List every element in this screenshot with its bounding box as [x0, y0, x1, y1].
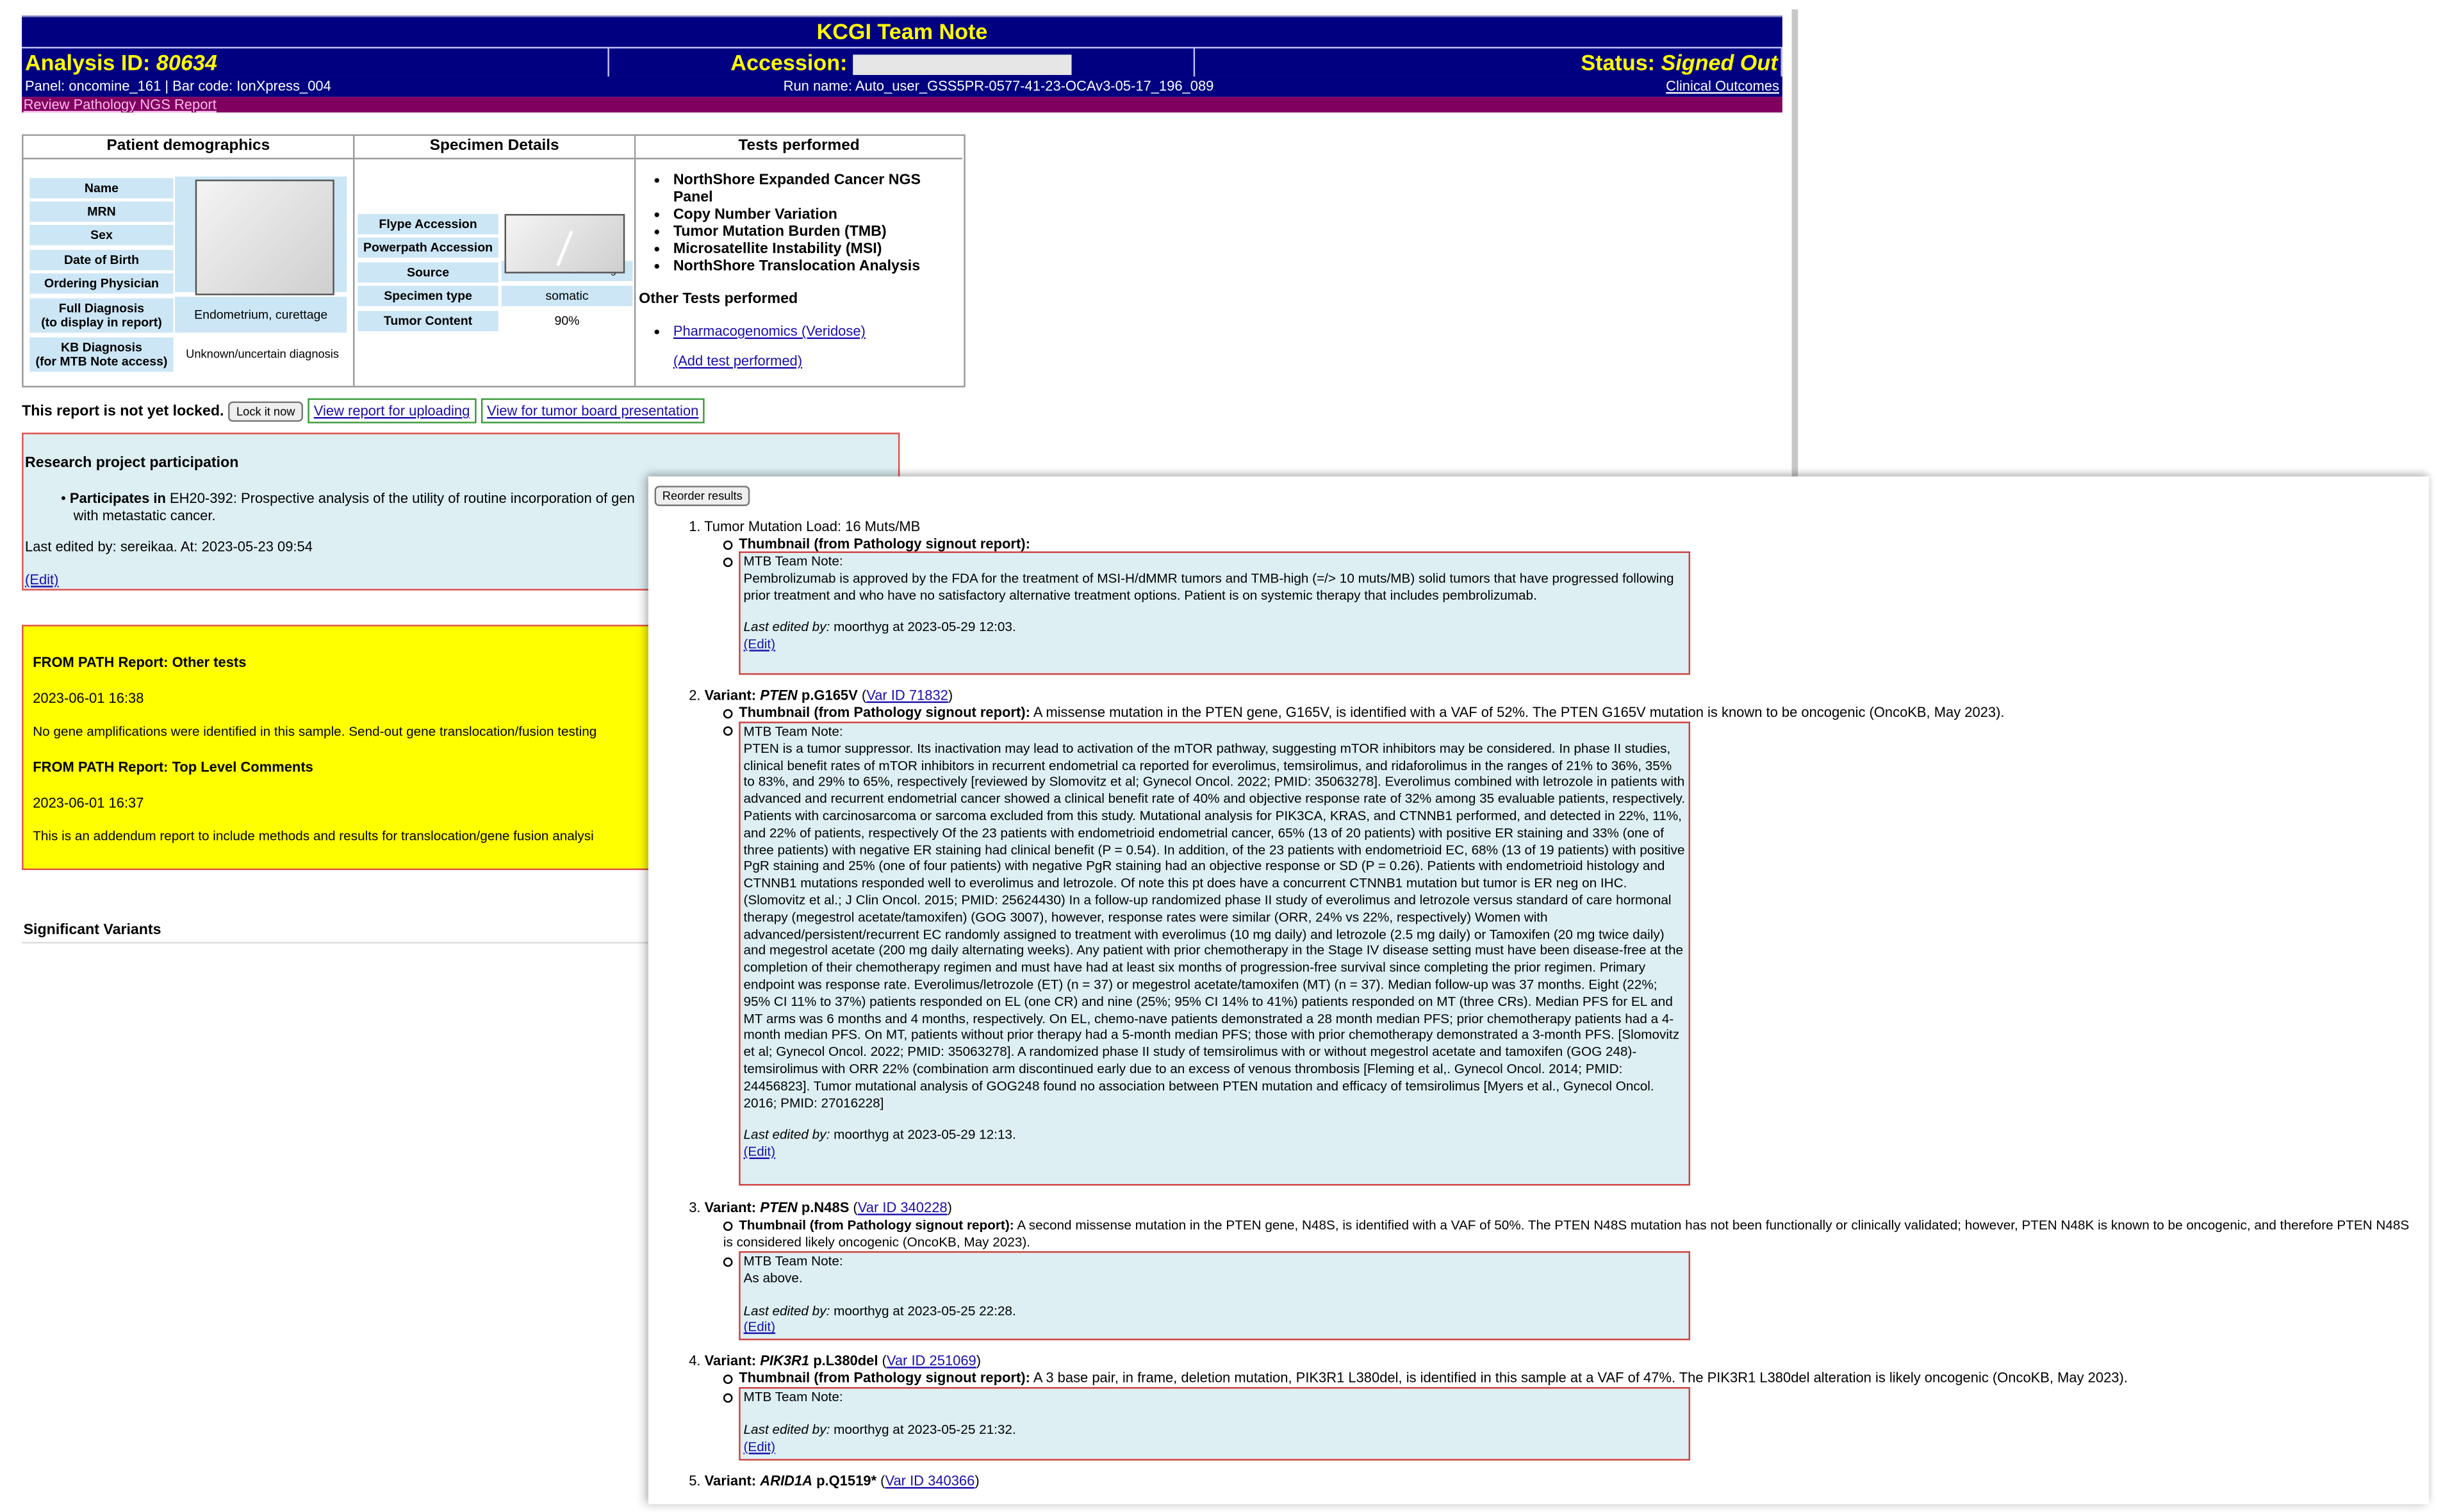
top-comments-date: 2023-06-01 16:37 [33, 794, 144, 811]
edit-link[interactable]: (Edit) [743, 1319, 776, 1335]
list-item: • Microsatellite Instability (MSI) [673, 240, 962, 258]
redacted-accession [853, 54, 1072, 75]
result-title: 2. Variant: PTEN p.G165V (Var ID 71832) [689, 687, 953, 703]
specimen-label-flype: Flype Accession [356, 213, 500, 236]
slash-icon [506, 215, 623, 272]
note-bullet [723, 721, 739, 737]
research-edit-link[interactable]: (Edit) [25, 571, 59, 588]
other-tests-heading: FROM PATH Report: Other tests [33, 654, 247, 670]
analysis-id: 80634 [156, 50, 217, 76]
redacted-patient-info [195, 179, 334, 295]
lock-status-row [22, 399, 705, 423]
note-bullet [723, 1253, 739, 1268]
var-id-link[interactable]: Var ID 340366 [885, 1473, 975, 1489]
last-edited: Last edited by: moorthyg at 2023-05-29 12:13. [743, 1126, 1016, 1143]
tumor-content-value: 90% [502, 311, 633, 331]
specimen-label-powerpath: Powerpath Accession [356, 236, 500, 259]
research-last-edited: Last edited by: sereikaa. At: 2023-05-23 09:54 [25, 539, 313, 555]
list-item: • Tumor Mutation Burden (TMB) [673, 224, 962, 241]
lock-button[interactable]: Lock it now [229, 400, 303, 421]
summary-table [22, 135, 966, 388]
other-tests-heading: Other Tests performed [639, 290, 798, 308]
clinical-outcomes-link[interactable]: Clinical Outcomes [1666, 78, 1779, 94]
panel-heading: Tests performed [636, 136, 962, 160]
thumbnail-line: Thumbnail (from Pathology signout report): [723, 536, 1030, 551]
other-tests-date: 2023-06-01 16:38 [33, 690, 144, 707]
status-badge: Signed Out [1661, 50, 1778, 76]
demo-label-sex: Sex [28, 224, 175, 247]
panel-info: Panel: oncomine_161 | Bar code: IonXpress_004 [25, 78, 331, 94]
kb-diagnosis-label: KB Diagnosis (for MTB Note access) [28, 336, 175, 374]
specimen-details-panel [354, 136, 636, 386]
panel-heading: Patient demographics [24, 136, 353, 160]
panel-heading: Specimen Details [354, 136, 634, 160]
var-id-link[interactable]: Var ID 251069 [886, 1352, 976, 1368]
divider [22, 942, 650, 943]
demo-label-dob: Date of Birth [28, 249, 175, 272]
reorder-results-button[interactable]: Reorder results [655, 486, 750, 506]
mtb-note-text: PTEN is a tumor suppressor. Its inactivation may lead to activation of the mTOR pathway, suggesting mTOR inhibitors may be considered. In phase II studies, clinical benefit rates of mTOR inhibitors in recurrent endometrial ca reported for everolimus, temsirolimus, and ridaforolimus in the ranges of 21% to 36%, 35% to 83%, and 29% to 65%, respectively [reviewed by Slomovitz et al; Gynecol Oncol. 2022; PMID: 35063278]. Everolimus combined with letrozole in patients with advanced and recurrent endometrial cancer showed a clinical benefit rate of 40% and objective response rate of 32% among 35 evaluable patients, respectively. Patients with carcinosarcoma or sarcoma excluded from this study. Mutational analysis for PIK3CA, KRAS, and CTNNB1 performed, and detected in 22%, 11%, and 22% of patients, respectively Of the 23 patients with endometrioid endometrial cancer, 65% (13 of 20 patients) with positive ER staining and 33% (one of three patients) with negative ER staining had clinical benefit (P = 0.54). In addition, of the 23 patients with endometrioid EC, 68% (13 of 19 patients) with positive PgR staining and 25% (one of four patients) with negative PgR staining had an objective response or SD (P = 0.26). Patients with endometrioid histology and CTNNB1 mutations responded well to everolimus and letrozole. Of note this pt does have a concurrent CTNNB1 mutation but tumor is ER neg on IHC. (Slomovitz et al.; J Clin Oncol. 2015; PMID: 25624430) In a follow-up randomized phase II study of everolimus and letrozole versus standard of care hormonal therapy (megestrol acetate/tamoxifen) (GOG 3007), however, response rates were similar (ORR, 24% vs 22%, respectively) Women with advanced/persistent/recurrent EC randomly assigned to treatment with everolimus (10 mg daily) and letrozole (2.5 mg daily) or Tamoxifen (20 mg twice daily) and megestrol acetate (200 mg daily alternating weeks). Any patient with prior chemotherapy in the Stage IV disease setting must have been disease-free at the completion of their chemotherapy regimen and must have had at least six months of progression-free survival since completing the prior regimen. Primary endpoint was response rate. Everolimus/letrozole (ET) (n = 37) or megestrol acetate/tamoxifen (MT) (n = 37). Median follow-up was 37 months. Eight (22%; 95% CI 11% to 37%) patients responded on EL (one CR) and nine (25%; 95% CI 14% to 41%) patients responded on MT (three CRs). Median PFS for EL and MT arms was 6 months and 4 months, respectively. On EL, chemo-nave patients demonstrated a 28 month median PFS; prior chemotherapy patients had a 4-month median PFS. On MT, patients without prior therapy had a 5-month median PFS; those with prior chemotherapy demonstrated a 3-month PFS. [Slomovitz et al; Gynecol Oncol. 2022; PMID: 35063278]. A randomized phase II study of temsirolimus with or without megestrol acetate and tamoxifen (GOG 248)- temsirolimus with ORR 22% (combination arm discontinued early due to an excess of venous thrombosis [Fleming et al,. Gynecol Oncol. 2014; PMID: 24456823]. Tumor mutational analysis of GOG248 found no association between PTEN mutation and efficacy of temsirolimus [Myers et al., Gynecol Oncol. 2016; PMID: 27016228] [743, 740, 1686, 1110]
specimen-label-source: Source [356, 261, 500, 284]
review-pathology-link[interactable]: Review Pathology NGS Report [23, 97, 217, 113]
demo-label-mrn: MRN [28, 200, 175, 224]
result-title: 3. Variant: PTEN p.N48S (Var ID 340228) [689, 1199, 952, 1215]
specimen-label-type: Specimen type [356, 284, 500, 308]
other-tests-text: No gene amplifications were identified in this sample. Send-out gene translocation/fusion testing [33, 723, 597, 739]
add-test-link[interactable]: (Add test performed) [673, 353, 803, 369]
thumbnail-line: Thumbnail (from Pathology signout report): A second missense mutation in the PTEN gene, N48S, is identified with a VAF of 50%. The PTEN N48S mutation has not been functionally or clinically validated; however, PTEN N48K is known to be oncogenic, and therefore PTEN N48S is considered likely oncogenic (OncoKB, May 2023). [723, 1217, 2410, 1249]
mtb-note-box: MTB Team Note: Pembrolizumab is approved by the FDA for the treatment of MSI-H/dMMR tumors and TMB-high (=/> 10 muts/MB) solid tumors that have progressed following prior treatment and who have no satisfactory alternative treatment options. Patient is on systemic therapy that includes pembrolizumab. Last edited by: moorthyg at 2023-05-29 12:03. (Edit) [739, 552, 1690, 675]
result-title: 1. Tumor Mutation Load: 16 Muts/MB [689, 518, 921, 534]
variant-results-panel [648, 477, 2429, 1504]
top-comments-text: This is an addendum report to include methods and results for translocation/gene fusion analysi [33, 828, 594, 844]
list-item: • NorthShore Expanded Cancer NGS Panel [673, 172, 962, 206]
demo-label-name: Name [28, 177, 175, 201]
kb-diagnosis-value: Unknown/uncertain diagnosis [175, 336, 350, 372]
lock-status-text: This report is not yet locked. [22, 402, 224, 420]
list-item: • Copy Number Variation [673, 206, 962, 224]
list-item: • NorthShore Translocation Analysis [673, 258, 962, 275]
specimen-label-tumor: Tumor Content [356, 309, 500, 333]
var-id-link[interactable]: Var ID 71832 [866, 687, 948, 703]
significant-variants-heading: Significant Variants [23, 921, 161, 939]
var-id-link[interactable]: Var ID 340228 [857, 1199, 948, 1215]
thumbnail-line: Thumbnail (from Pathology signout report): A missense mutation in the PTEN gene, G165V, is identified with a VAF of 52%. The PTEN G165V mutation is known to be oncogenic (OncoKB, May 2023). [723, 705, 2005, 720]
research-heading: Research project participation [25, 454, 239, 472]
run-name: Run name: Auto_user_GSS5PR-0577-41-23-OCAv3-05-17_196_089 [783, 78, 1214, 94]
mtb-note-box: MTB Team Note: PTEN is a tumor suppressor. Its inactivation may lead to activation of the mTOR pathway, suggesting mTOR inhibitors may be considered. In phase II studies, clinical benefit rates of mTOR inhibitors in recurrent endometrial ca reported for everolimus, temsirolimus, and ridaforolimus in the ranges of 21% to 36%, 35% to 83%, and 29% to 65%, respectively [reviewed by Slomovitz et al; Gynecol Oncol. 2022; PMID: 35063278]. Everolimus combined with letrozole in patients with advanced and recurrent endometrial cancer showed a clinical benefit rate of 40% and objective response rate of 32% among 35 evaluable patients, respectively. Patients with carcinosarcoma or sarcoma excluded from this study. Mutational analysis for PIK3CA, KRAS, and CTNNB1 performed, and detected in 22%, 11%, and 22% of patients, respectively Of the 23 patients with endometrioid endometrial cancer, 65% (13 of 20 patients) with positive ER staining and 33% (one of three patients) with negative ER staining had clinical benefit (P = 0.54). In addition, of the 23 patients with endometrioid EC, 68% (13 of 19 patients) with positive PgR staining and 25% (one of four patients) with negative PgR staining had an objective response or SD (P = 0.26). Patients with endometrioid histology and CTNNB1 mutations responded well to everolimus and letrozole. Of note this pt does have a concurrent CTNNB1 mutation but tumor is ER neg on IHC. (Slomovitz et al.; J Clin Oncol. 2015; PMID: 25624430) In a follow-up randomized phase II study of everolimus and letrozole versus standard of care hormonal therapy (megestrol acetate/tamoxifen) (GOG 3007), however, response rates were similar (ORR, 24% vs 22%, respectively) Women with advanced/persistent/recurrent EC randomly assigned to treatment with everolimus (10 mg daily) and letrozole (2.5 mg daily) or Tamoxifen (20 mg twice daily) and megestrol acetate (200 mg daily alternating weeks). Any patient with prior chemotherapy in the Stage IV disease setting must have been disease-free at the completion of their chemotherapy regimen and must have had at least six months of progression-free survival since completing the prior regimen. Primary endpoint was response rate. Everolimus/letrozole (ET) (n = 37) or megestrol acetate/tamoxifen (MT) (n = 37). Median follow-up was 37 months. Eight (22%; 95% CI 11% to 37%) patients responded on EL (one CR) and nine (25%; 95% CI 14% to 41%) patients responded on MT (three CRs). Median PFS for EL and MT arms was 6 months and 4 months, respectively. On EL, chemo-nave patients demonstrated a 28 month median PFS; prior chemotherapy patients had a 4-month median PFS. On MT, patients without prior therapy had a 5-month median PFS; those with prior chemotherapy demonstrated a 3-month PFS. [Slomovitz et al; Gynecol Oncol. 2022; PMID: 35063278]. A randomized phase II study of temsirolimus with or without megestrol acetate and tamoxifen (GOG 248)- temsirolimus with ORR 22% (combination arm discontinued early due to an excess of venous thrombosis [Fleming et al,. Gynecol Oncol. 2014; PMID: 24456823]. Tumor mutational analysis of GOG248 found no association between PTEN mutation and efficacy of temsirolimus [Myers et al., Gynecol Oncol. 2016; PMID: 27016228] Last edited by: moorthyg at 2023-05-29 12:13. (Edit) [739, 721, 1690, 1185]
note-bullet [723, 1388, 739, 1404]
last-edited: Last edited by: moorthyg at 2023-05-29 12:03. [743, 619, 1016, 635]
run-info-row [22, 76, 1782, 97]
result-title: 4. Variant: PIK3R1 p.L380del (Var ID 251069) [689, 1352, 982, 1368]
note-bullet [723, 553, 739, 568]
result-title: 5. Variant: ARID1A p.Q1519* (Var ID 340366) [689, 1473, 980, 1489]
last-edited: Last edited by: moorthyg at 2023-05-25 21:32. [743, 1421, 1016, 1437]
review-row [22, 97, 1782, 112]
report-header [22, 15, 1782, 115]
top-comments-heading: FROM PATH Report: Top Level Comments [33, 759, 313, 775]
full-diagnosis-value: Endometrium, curettage [175, 297, 347, 333]
pharmacogenomics-link[interactable]: Pharmacogenomics (Veridose) [673, 323, 866, 340]
research-item: • Participates in EH20-392: Prospective analysis of the utility of routine incorporation of gen with metastatic cancer. [61, 490, 635, 523]
mtb-note-box: MTB Team Note: As above. Last edited by: moorthyg at 2023-05-25 22:28. (Edit) [739, 1251, 1690, 1340]
window-edge [1792, 10, 1798, 478]
analysis-id-cell: Analysis ID: 80634 [22, 49, 609, 77]
redacted-accession-values [505, 214, 625, 274]
view-upload-link[interactable]: View report for uploading [313, 403, 470, 419]
edit-link[interactable]: (Edit) [743, 636, 776, 652]
mtb-note-text: As above. [743, 1269, 803, 1286]
edit-link[interactable]: (Edit) [743, 1143, 776, 1160]
full-diagnosis-label: Full Diagnosis (to display in report) [28, 297, 175, 334]
accession-cell: Accession: [609, 49, 1196, 77]
patient-demographics-panel [24, 136, 355, 386]
tests-performed-panel [636, 136, 962, 386]
demo-label-physician: Ordering Physician [28, 272, 175, 295]
edit-link[interactable]: (Edit) [743, 1438, 776, 1454]
mtb-note-text: Pembrolizumab is approved by the FDA for the treatment of MSI-H/dMMR tumors and TMB-high (=/> 10 muts/MB) solid tumors that have progressed following prior treatment and who have no satisfactory alternative treatment options. Patient is on systemic therapy that includes pembrolizumab. [743, 570, 1674, 603]
header-info-row [22, 47, 1782, 76]
status-cell: Status: Signed Out [1196, 49, 1782, 77]
page-title: KCGI Team Note [22, 15, 1782, 47]
last-edited: Last edited by: moorthyg at 2023-05-25 22:28. [743, 1302, 1016, 1318]
thumbnail-line: Thumbnail (from Pathology signout report): A 3 base pair, in frame, deletion mutation, PIK3R1 L380del, is identified in this sample at a VAF of 47%. The PIK3R1 L380del alteration is likely oncogenic (OncoKB, May 2023). [723, 1370, 2128, 1385]
specimen-type-value: somatic [502, 286, 633, 306]
other-tests-list [636, 324, 962, 341]
mtb-note-box: MTB Team Note: Last edited by: moorthyg at 2023-05-25 21:32. (Edit) [739, 1387, 1690, 1461]
tests-list [636, 172, 962, 275]
tumor-board-link[interactable]: View for tumor board presentation [487, 403, 699, 419]
